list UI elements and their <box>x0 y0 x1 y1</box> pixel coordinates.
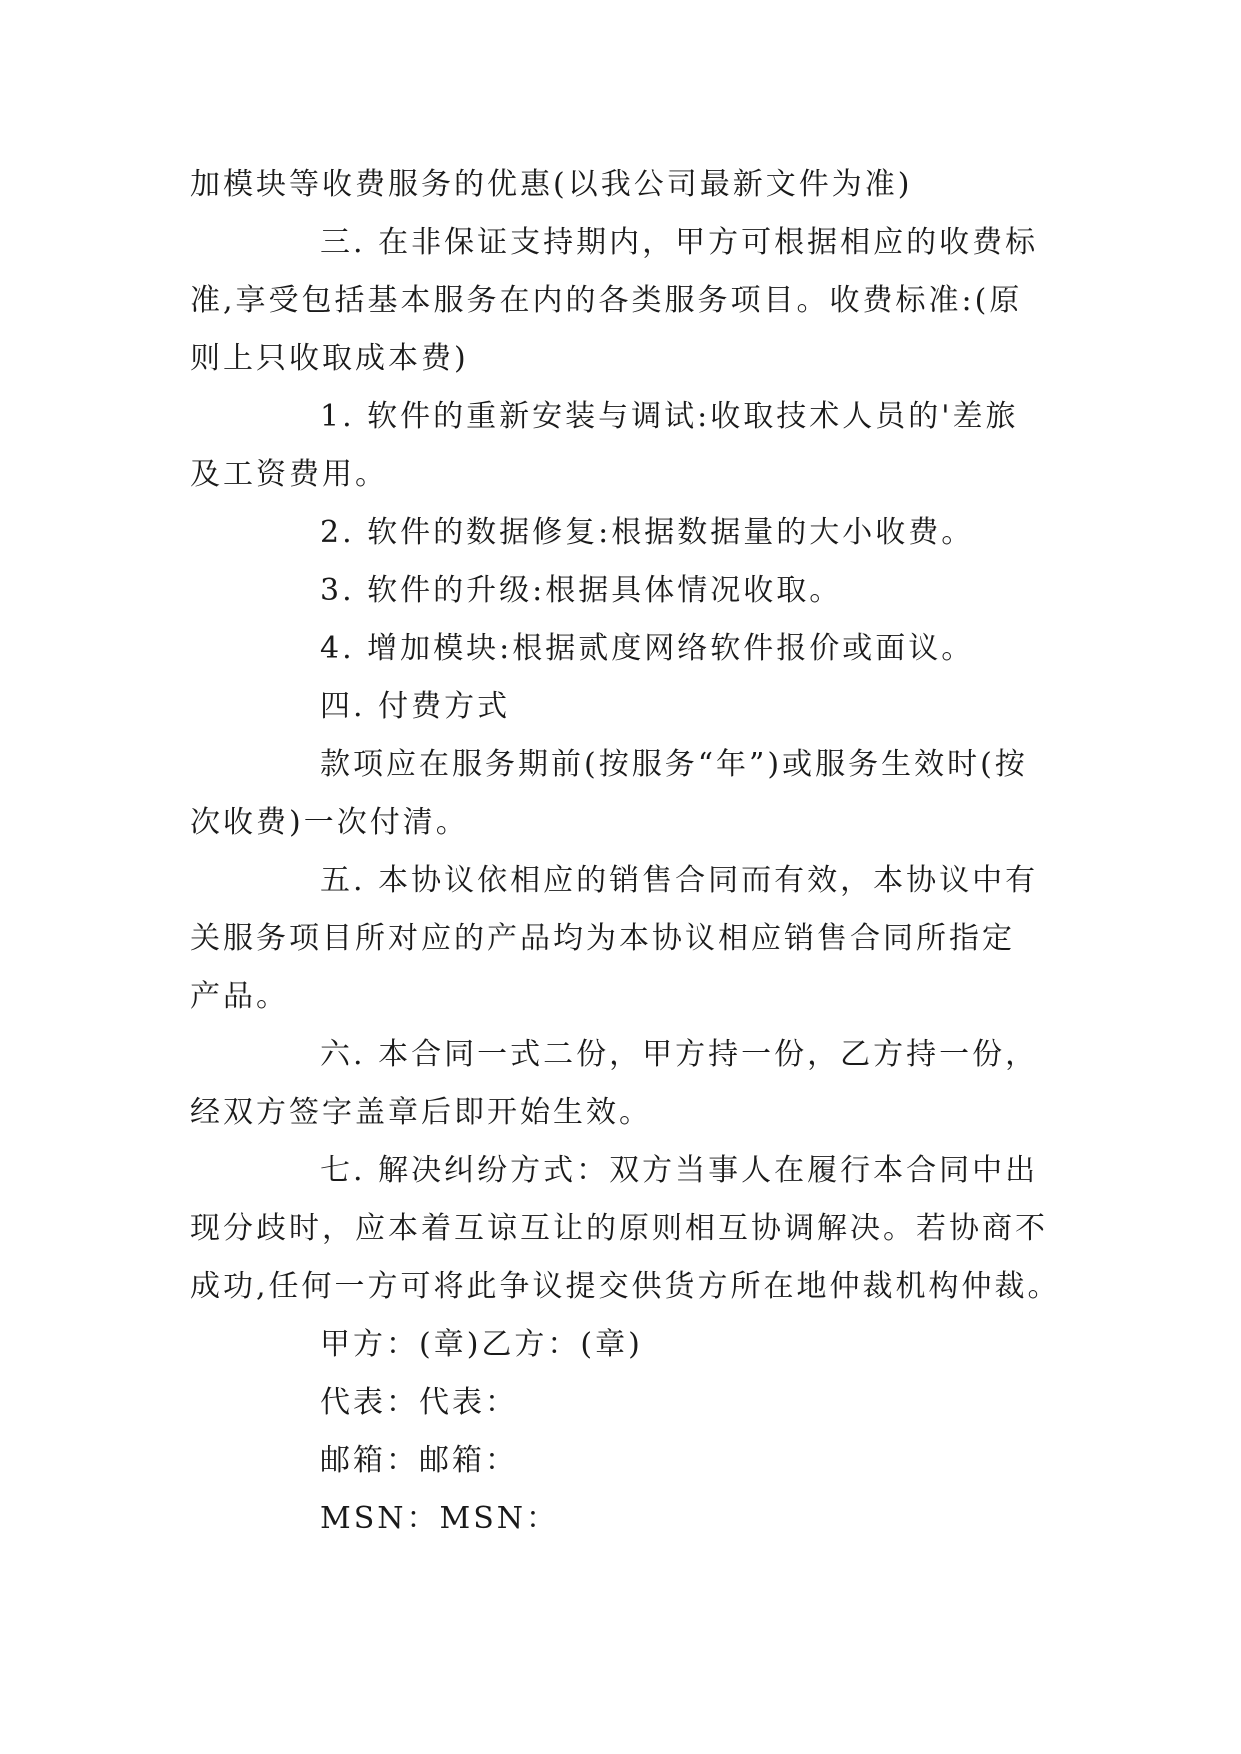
item-4: 4. 增加模块:根据贰度网络软件报价或面议。 <box>320 631 975 666</box>
item-1-line-1: 1. 软件的重新安装与调试:收取技术人员的'差旅 <box>320 399 1019 434</box>
msn-b-label: MSN： <box>439 1501 560 1536</box>
item-2: 2. 软件的数据修复:根据数据量的大小收费。 <box>320 515 975 550</box>
rep-b-label: 代表： <box>419 1385 518 1420</box>
clause-3-line-1: 三. 在非保证支持期内，甲方可根据相应的收费标 <box>320 225 1039 260</box>
signature-msn-row <box>190 1490 1060 1548</box>
clause-6-line-1: 六. 本合同一式二份，甲方持一份，乙方持一份， <box>320 1037 1039 1072</box>
clause-6-line-2: 经双方签字盖章后即开始生效。 <box>190 1095 652 1130</box>
item-1-line-2: 及工资费用。 <box>190 457 388 492</box>
rep-a-label: 代表： <box>320 1385 419 1420</box>
msn-a-label: MSN： <box>320 1501 440 1536</box>
clause-5-line-2: 关服务项目所对应的产品均为本协议相应销售合同所指定 <box>190 921 1015 956</box>
clause-5-line-1: 五. 本协议依相应的销售合同而有效，本协议中有 <box>320 863 1039 898</box>
email-b-label: 邮箱： <box>419 1443 518 1478</box>
payment-line-1: 款项应在服务期前(按服务“年”)或服务生效时(按 <box>320 747 1028 782</box>
clause-7-line-1: 七. 解决纠纷方式：双方当事人在履行本合同中出 <box>320 1153 1039 1188</box>
clause-7-line-2: 现分歧时，应本着互谅互让的原则相互协调解决。若协商不 <box>190 1211 1048 1246</box>
contract-body <box>190 156 1060 1548</box>
clause-5-line-3: 产品。 <box>190 979 289 1014</box>
clause-4-heading: 四. 付费方式 <box>320 689 511 724</box>
party-a-label: 甲方：(章) <box>320 1327 482 1362</box>
clause-3-line-2: 准,享受包括基本服务在内的各类服务项目。收费标准:(原 <box>190 283 1023 318</box>
clause-3-line-3: 则上只收取成本费) <box>190 341 469 376</box>
party-b-label: 乙方：(章) <box>481 1327 643 1362</box>
item-3: 3. 软件的升级:根据具体情况收取。 <box>320 573 843 608</box>
signature-email-row <box>190 1432 1060 1490</box>
payment-line-2: 次收费)一次付清。 <box>190 805 469 840</box>
signature-party-row <box>190 1316 1060 1374</box>
email-a-label: 邮箱： <box>320 1443 419 1478</box>
clause-7-line-3: 成功,任何一方可将此争议提交供货方所在地仲裁机构仲裁。 <box>190 1269 1061 1304</box>
signature-rep-row <box>190 1374 1060 1432</box>
body-line-1: 加模块等收费服务的优惠(以我公司最新文件为准) <box>190 167 913 202</box>
